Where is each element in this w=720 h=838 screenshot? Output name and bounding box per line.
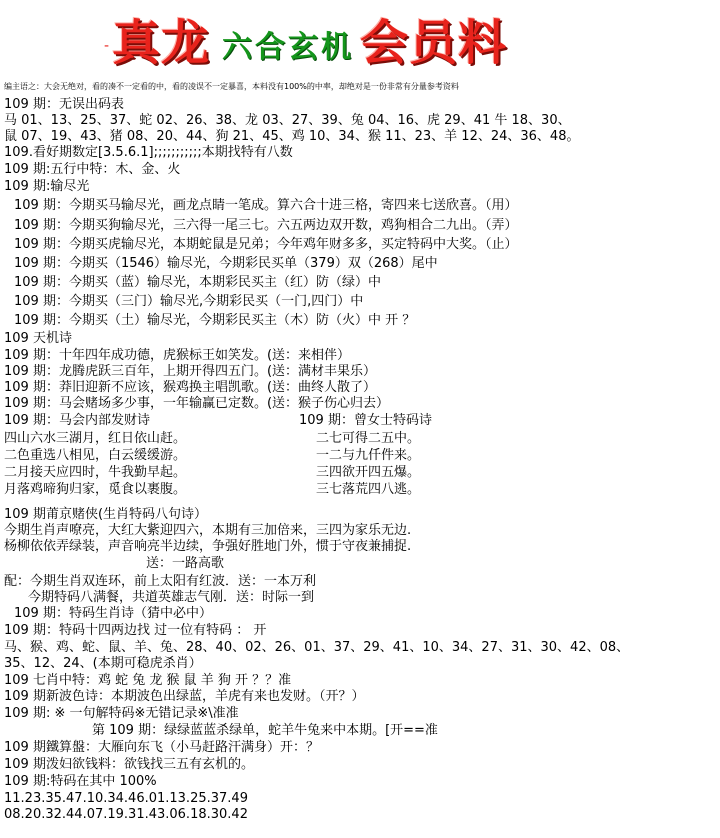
text-line: 109 期:五行中特：木、金、火: [4, 162, 181, 177]
text-line: 马 01、13、25、37、蛇 02、26、38、龙 03、27、39、兔 04、16、虎 29、41 牛 18、30、: [4, 113, 571, 128]
text-line: 今期生肖声嘹亮，大红大紫迎四六，本期有三加倍来，三四为家乐无边.: [4, 523, 412, 538]
disclaimer-text: 编主语之：大会无绝对，看的凑不一定看的中，看的凌误不一定暴喜，本料没有100%的中率，却绝对是一份非常有分量参考资料: [4, 82, 459, 91]
text-line: 109.看好期数定[3.5.6.1];;;;;;;;;;;本期找特有八数: [4, 145, 293, 160]
text-line: 109 期：特码十四两边找 过一位有特码 ： 开: [4, 623, 267, 638]
text-line: 35、12、24、(本期可稳虎杀肖）: [4, 656, 202, 671]
text-line: 送：一路高歌: [146, 556, 225, 571]
banner-title-zhenlong: 真龙: [112, 15, 211, 71]
text-line: 二月接天应四时，牛我勤早起。: [4, 465, 187, 480]
text-line: 月落鸡啼狗归家，觅食以裹腹。: [4, 482, 187, 497]
poem-line: 一二与九仟件来。: [316, 448, 421, 463]
banner-dash: -: [104, 38, 110, 54]
text-line: 109 期：十年四年成功德，虎猴标王如笑发。(送：来相伴）: [4, 348, 351, 363]
text-line: 109 期：今期买狗输尽光，三六得一尾三七。六五两边双开数，鸡狗相合二九出。（弄）: [14, 218, 518, 233]
text-line: 109 期:特码在其中 100%: [4, 774, 157, 789]
text-line: 109 天机诗: [4, 331, 72, 346]
text-line: 109 期：今期买（蓝）输尽光，本期彩民买主（红）防（绿）中: [14, 275, 381, 290]
text-line: 109 期：今期买（1546）输尽光，今期彩民买单（379）双（268）尾中: [14, 256, 438, 271]
poem-line: 三七落荒四八逃。: [316, 482, 421, 497]
text-line: 四山六水三湖月，红日依山赶。: [4, 431, 187, 446]
banner-title-liuhe: 六合玄机: [222, 30, 354, 65]
text-line: 109 期新波色诗：本期波色出绿蓝，羊虎有来也发财。（开？）: [4, 689, 365, 704]
header-banner: [0, 0, 720, 76]
text-line: 109 期：龙腾虎跃三百年，上期开得四五门。(送：满材丰果乐）: [4, 364, 377, 379]
text-line: 鼠 07、19、43、猪 08、20、44、狗 21、45、鸡 10、34、猴 11、23、羊 12、24、36、48。: [4, 129, 580, 144]
text-line: 今期特码八满餐，共道英雄志气刚．送：时际一到: [28, 590, 315, 605]
text-line: 杨柳依依弄绿装，声音响亮半边续，争强好胜地门外，惯于守夜兼捕捉.: [4, 539, 412, 554]
text-line: 109 期鐵算盤：大雁向东飞（小马赶路汗满身）开：？: [4, 740, 319, 755]
text-line: 109 期：今期买（土）输尽光，今期彩民买主（木）防（火）中 开 ？: [14, 313, 416, 328]
poem-line: 109 期：曾女士特码诗: [299, 413, 432, 428]
text-line: 109 期泼妇欲钱料：欲钱找三五有玄机的。: [4, 757, 254, 772]
text-line: 08.20.32.44.07.19.31.43.06.18.30.42: [4, 807, 248, 822]
text-line: 109 期：今期买（三门）输尽光,今期彩民买（一门,四门）中: [14, 294, 364, 309]
text-line: 109 期:输尽光: [4, 179, 90, 194]
text-line: 109 期莆京赌侠(生肖特码八句诗）: [4, 507, 208, 522]
text-line: 配：今期生肖双连环，前上太阳有红波．送：一本万利: [4, 574, 317, 589]
text-line: 109 期：无误出码表: [4, 97, 124, 112]
poem-line: 二七可得二五中。: [316, 431, 421, 446]
text-line: 109 期: ※ 一句解特码※无错记录※\准准: [4, 706, 239, 721]
text-line: 第 109 期：绿绿蓝蓝杀绿单，蛇羊牛兔来中本期。[开==准: [92, 723, 438, 738]
text-line: 109 期：今期买虎输尽光，本期蛇鼠是兄弟；今年鸡年财多多，买定特码中大奖。（止）: [14, 237, 518, 252]
text-line: 109 期：今期买马输尽光，画龙点睛一笔成。算六合十进三格，寄四来七送欣喜。（用）: [14, 198, 518, 213]
text-line: 马、猴、鸡、蛇、鼠、羊、兔、28、40、02、26、01、37、29、41、10、34、27、31、30、42、08、: [4, 640, 630, 655]
text-line: 二色重选八相见，白云缓缓游。: [4, 448, 187, 463]
text-line: 109 期：莽旧迎新不应该，猴鸡换主唱凯歌。(送：曲终人散了）: [4, 380, 377, 395]
text-line: 109 期：马会赌场多少事，一年输赢已定数。(送：猴子伤心归去）: [4, 396, 390, 411]
banner-title-huiyuanliao: 会员料: [360, 15, 508, 71]
text-line: 109 七肖中特：鸡 蛇 兔 龙 猴 鼠 羊 狗 开 ？？准: [4, 673, 292, 688]
text-line: 109 期：特码生肖诗（猜中必中）: [14, 606, 212, 621]
poem-line: 三四欲开四五爆。: [316, 465, 421, 480]
text-line: 109 期：马会内部发财诗: [4, 413, 150, 428]
text-line: 11.23.35.47.10.34.46.01.13.25.37.49: [4, 791, 248, 806]
